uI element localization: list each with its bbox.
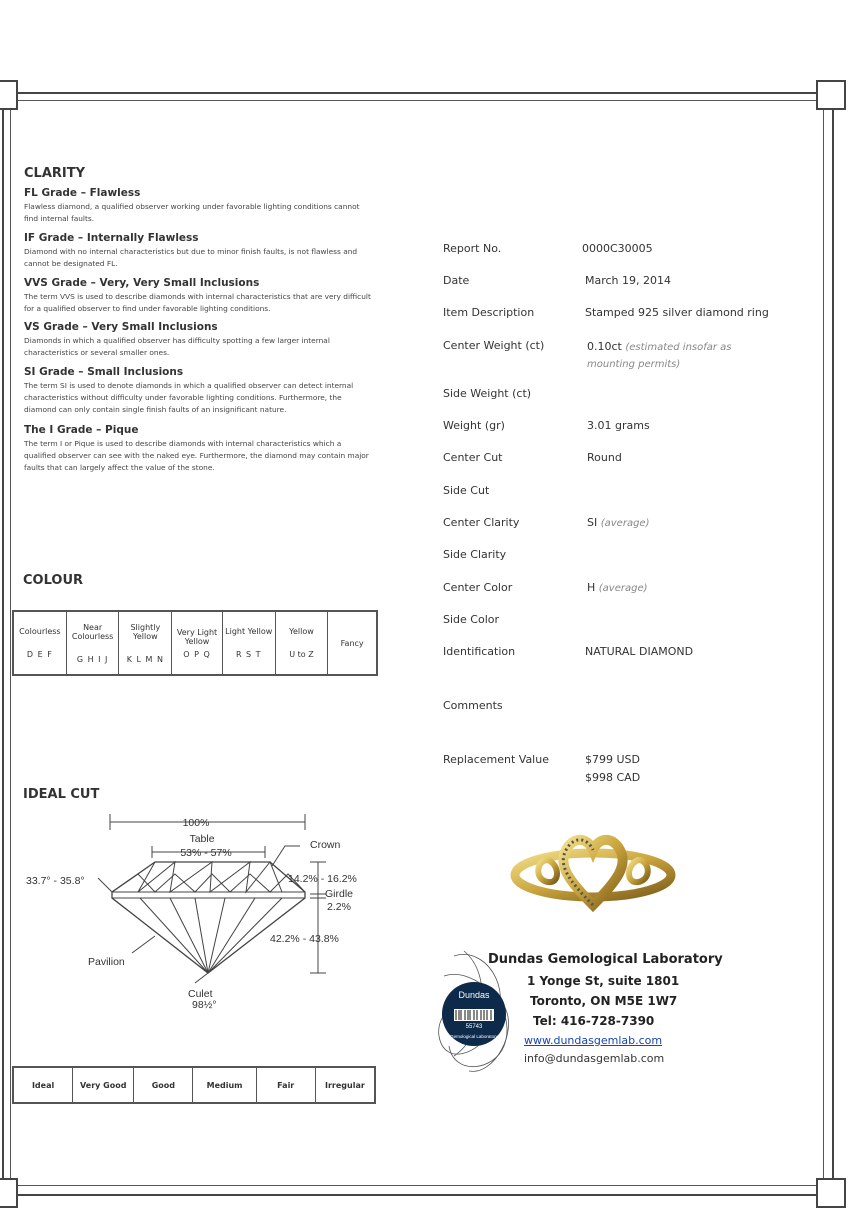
report-label: Center Clarity <box>443 516 520 529</box>
label-table: Table <box>189 833 215 845</box>
clarity-grade-vvs <box>24 277 374 315</box>
grade-title: VS Grade – Very Small Inclusions <box>24 321 218 333</box>
colour-grade-table <box>12 610 378 676</box>
report-label: Side Weight (ct) <box>443 387 532 400</box>
report-value: March 19, 2014 <box>585 274 672 287</box>
report-note: (average) <box>600 518 650 529</box>
lab-address-1: 1 Yonge St, suite 1801 <box>527 974 680 988</box>
label-culet-angle: 98½° <box>192 999 217 1011</box>
grade-description: Diamond with no internal characteristics but due to minor finish faults, is not flawless and cannot be designated FL. <box>24 247 358 268</box>
label-100pct: 100% <box>182 817 210 829</box>
label-girdle-pct: 2.2% <box>327 901 351 913</box>
frame-corner <box>0 1178 18 1208</box>
report-value: 0.10ct (estimated insofar as mounting permits) <box>587 340 732 370</box>
ideal-cut-heading: IDEAL CUT <box>23 787 100 802</box>
report-value: SI (average) <box>587 516 650 529</box>
colour-cell: Near Colourless G H I J <box>66 611 119 675</box>
report-value: 0000C30005 <box>582 242 653 255</box>
grade-description: The term SI is used to denote diamonds in which a qualified observer can detect internal characteristics without difficulty under favorable lighting conditions. Furthermore, the diamond can only contain single finish faults of an insignificant nature. <box>24 381 354 414</box>
ring-photo <box>508 810 678 915</box>
clarity-heading: CLARITY <box>24 166 86 181</box>
label-pavilion: Pavilion <box>88 956 125 968</box>
cut-cell: Very Good <box>73 1067 134 1103</box>
colour-cell: Light Yellow R S T <box>222 611 275 675</box>
colour-cell: Very Light Yellow O P Q <box>172 611 223 675</box>
colour-cell: Slightly Yellow K L M N <box>119 611 172 675</box>
seal-top-text: Dundas <box>458 990 490 1000</box>
grade-title: VVS Grade – Very, Very Small Inclusions <box>24 277 260 289</box>
grade-title: The I Grade – Pique <box>24 424 139 436</box>
report-value: Round <box>587 451 622 464</box>
frame-corner <box>0 80 18 110</box>
report-label: Center Cut <box>443 451 503 464</box>
cut-cell: Irregular <box>315 1067 375 1103</box>
label-crown: Crown <box>310 839 341 851</box>
grade-title: IF Grade – Internally Flawless <box>24 232 199 244</box>
report-label: Center Weight (ct) <box>443 339 545 352</box>
cut-cell: Fair <box>256 1067 315 1103</box>
report-label: Identification <box>443 645 516 658</box>
report-value-secondary: $998 CAD <box>585 771 641 784</box>
colour-cell: Fancy <box>328 611 377 675</box>
label-table-range: 53% - 57% <box>180 847 232 859</box>
report-value: H (average) <box>587 581 648 594</box>
seal-bottom-text: Gemological Laboratory <box>450 1034 498 1039</box>
clarity-grade-si <box>24 366 374 416</box>
grade-description: The term I or Pique is used to describe diamonds with internal characteristics which a qualified observer can see with the naked eye. Furthermore, the diamond may contain major faults that can largely affect the value of the stone. <box>24 439 369 472</box>
diamond-cut-diagram <box>20 808 380 1018</box>
label-crown-angle: 33.7° - 35.8° <box>26 875 85 887</box>
report-label: Side Clarity <box>443 548 507 561</box>
colour-cell: Colourless D E F <box>13 611 66 675</box>
cut-cell: Ideal <box>13 1067 73 1103</box>
label-girdle: Girdle <box>325 888 354 900</box>
colour-cell: Yellow U to Z <box>275 611 328 675</box>
lab-name: Dundas Gemological Laboratory <box>488 952 723 967</box>
report-value: $799 USD <box>585 753 640 766</box>
label-culet: Culet <box>188 988 213 1000</box>
report-note: (estimated insofar as mounting permits) <box>587 342 732 370</box>
grade-description: Diamonds in which a qualified observer has difficulty spotting a few larger internal characteristics or several smaller ones. <box>24 336 330 357</box>
report-label: Comments <box>443 699 503 712</box>
cut-grade-table <box>12 1066 376 1104</box>
colour-heading: COLOUR <box>23 573 84 588</box>
grade-title: FL Grade – Flawless <box>24 187 141 199</box>
grade-description: The term VVS is used to describe diamonds with internal characteristics that are very difficult for a qualified observer to find under favorable lighting conditions. <box>24 292 371 313</box>
report-label: Weight (gr) <box>443 419 505 432</box>
report-value: Stamped 925 silver diamond ring <box>585 306 769 319</box>
clarity-grade-fl <box>24 187 374 225</box>
report-label: Replacement Value <box>443 753 549 766</box>
cut-cell: Medium <box>193 1067 256 1103</box>
clarity-grade-if <box>24 232 374 270</box>
report-label: Item Description <box>443 306 535 319</box>
label-pavilion-depth: 42.2% - 43.8% <box>270 933 339 945</box>
report-label: Side Color <box>443 613 500 626</box>
lab-email[interactable]: info@dundasgemlab.com <box>524 1052 665 1065</box>
report-value: 3.01 grams <box>587 419 650 432</box>
frame-corner <box>816 80 846 110</box>
report-label: Date <box>443 274 470 287</box>
report-note: (average) <box>598 583 648 594</box>
clarity-grade-i <box>24 424 374 474</box>
lab-seal <box>424 946 534 1086</box>
seal-number: 55743 <box>465 1024 483 1030</box>
report-label: Side Cut <box>443 484 490 497</box>
frame-corner <box>816 1178 846 1208</box>
lab-address-2: Toronto, ON M5E 1W7 <box>530 994 678 1008</box>
lab-website-link[interactable]: www.dundasgemlab.com <box>524 1034 663 1047</box>
lab-phone: Tel: 416-728-7390 <box>533 1014 655 1028</box>
label-crown-height: 14.2% - 16.2% <box>288 873 357 885</box>
grade-description: Flawless diamond, a qualified observer working under favorable lighting conditions cannot find internal faults. <box>24 202 360 223</box>
report-label: Center Color <box>443 581 513 594</box>
report-label: Report No. <box>443 242 502 255</box>
grade-title: SI Grade – Small Inclusions <box>24 366 184 378</box>
report-value: NATURAL DIAMOND <box>585 645 694 658</box>
cut-cell: Good <box>134 1067 193 1103</box>
clarity-grade-vs <box>24 321 374 359</box>
